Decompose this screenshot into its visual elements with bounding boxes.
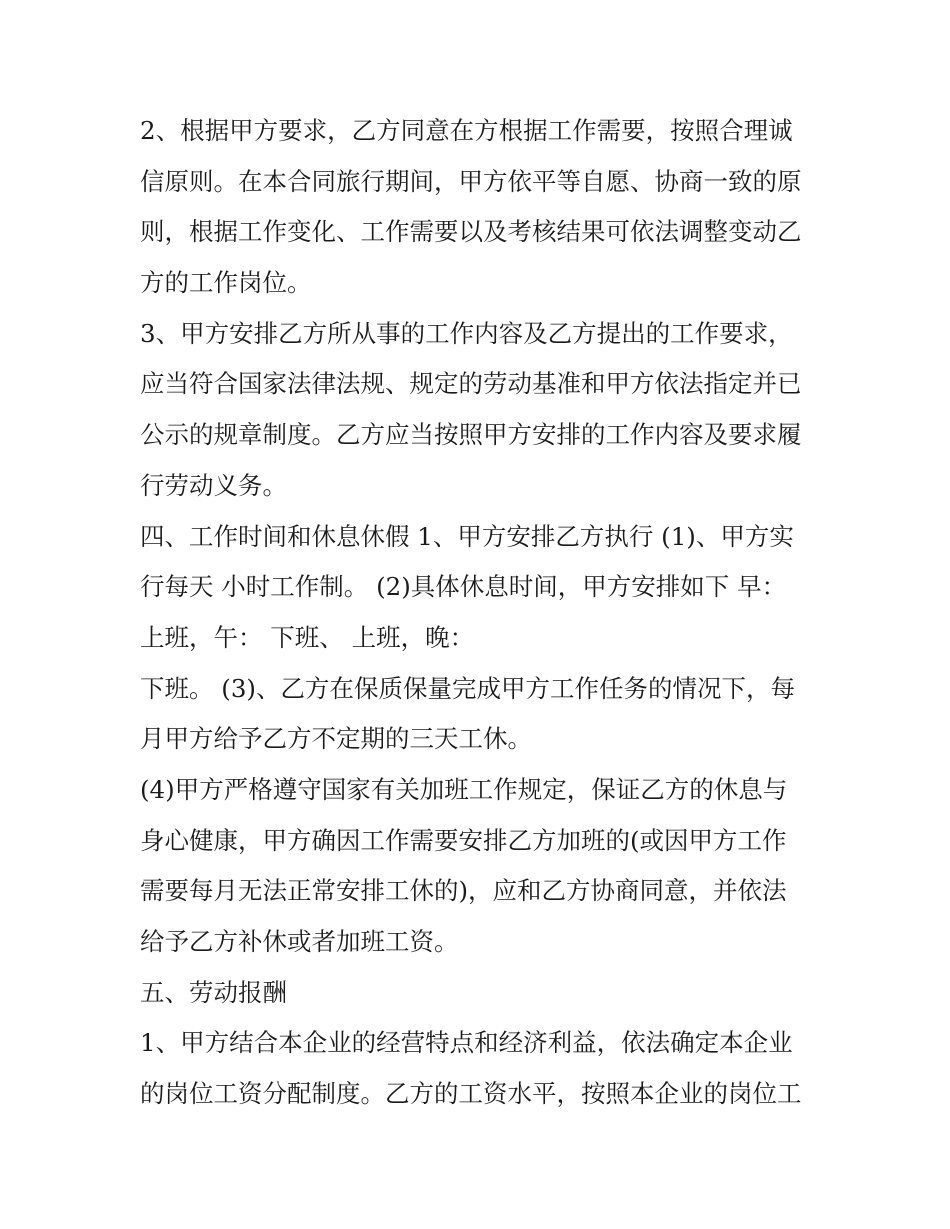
text-line: 下班。 (3)、乙方在保质保量完成甲方工作任务的情况下，每 bbox=[140, 673, 795, 703]
text-line: 方的工作岗位。 bbox=[140, 268, 312, 298]
section-heading-work-hours: 四、工作时间和休息休假 1、甲方安排乙方执行 (1)、甲方实 bbox=[140, 521, 794, 551]
text-line-clause-1: 1、甲方结合本企业的经营特点和经济利益，依法确定本企业 bbox=[140, 1028, 793, 1058]
text-line: 身心健康，甲方确因工作需要安排乙方加班的(或因甲方工作 bbox=[140, 825, 787, 855]
text-line: 公示的规章制度。乙方应当按照甲方安排的工作内容及要求履 bbox=[140, 420, 802, 450]
text-line-clause-2: 2、根据甲方要求，乙方同意在方根据工作需要，按照合理诚 bbox=[140, 116, 793, 145]
text-line: 则，根据工作变化、工作需要以及考核结果可依法调整变动乙 bbox=[140, 217, 802, 247]
text-line: 行劳动义务。 bbox=[140, 470, 287, 500]
text-line: 的岗位工资分配制度。乙方的工资水平，按照本企业的岗位工 bbox=[140, 1079, 802, 1109]
document-body bbox=[140, 106, 820, 1120]
text-line: 应当符合国家法律法规、规定的劳动基准和甲方依法指定并已 bbox=[140, 369, 802, 399]
text-line: 需要每月无法正常安排工休的)，应和乙方协商同意，并依法 bbox=[140, 876, 787, 906]
text-line: 上班，午： 下班、 上班，晚： bbox=[140, 622, 475, 652]
text-line-clause-3: 3、甲方安排乙方所从事的工作内容及乙方提出的工作要求， bbox=[140, 318, 793, 348]
text-line-clause-4: (4)甲方严格遵守国家有关加班工作规定，保证乙方的休息与 bbox=[140, 774, 788, 804]
text-line: 给予乙方补休或者加班工资。 bbox=[140, 927, 459, 956]
text-line: 信原则。在本合同旅行期间，甲方依平等自愿、协商一致的原 bbox=[140, 166, 802, 196]
section-heading-remuneration: 五、劳动报酬 bbox=[140, 977, 287, 1007]
text-line: 月甲方给予乙方不定期的三天工休。 bbox=[140, 724, 532, 754]
text-line: 行每天 小时工作制。 (2)具体休息时间，甲方安排如下 早： bbox=[140, 572, 787, 602]
